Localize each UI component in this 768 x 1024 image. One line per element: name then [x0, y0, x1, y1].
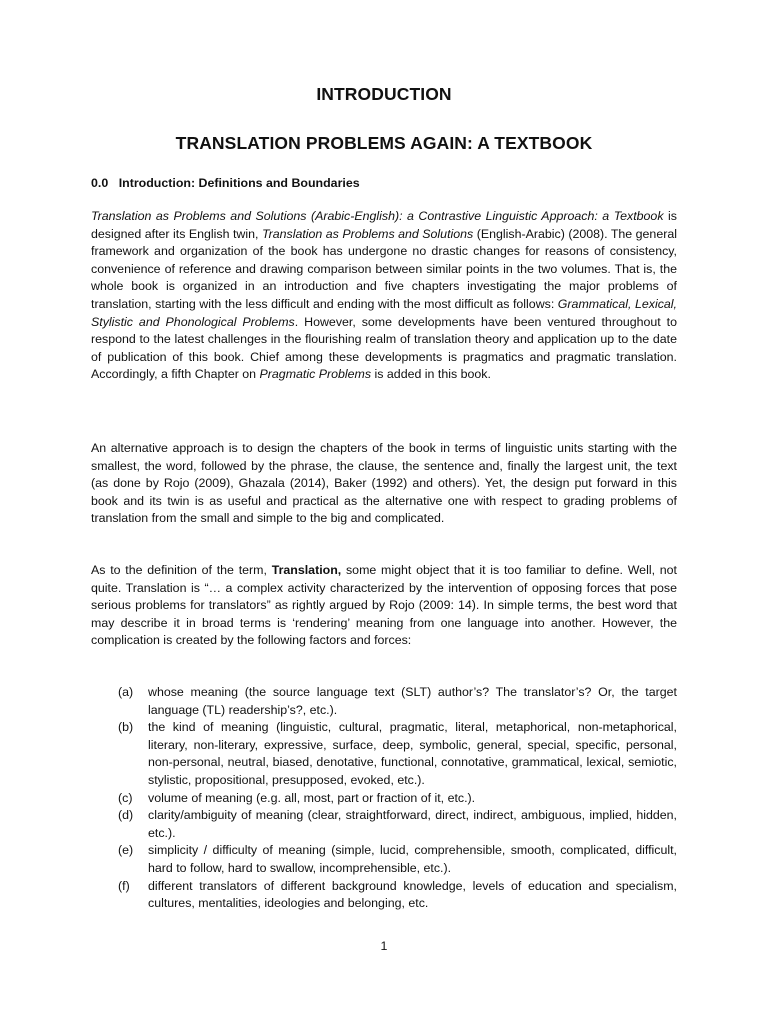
chapter-heading: INTRODUCTION: [316, 84, 452, 104]
list-marker: (b): [118, 720, 134, 735]
page-number: 1: [380, 939, 388, 953]
list-item-text: different translators of different background knowledge, levels of education and specialism, cultures, mentalities, ideologies and belonging, etc.: [148, 878, 677, 911]
list-item: [118, 684, 677, 719]
list-item: [118, 790, 677, 808]
p1-text-4: is added in this book.: [371, 367, 491, 382]
p3-text-1: As to the definition of the term,: [91, 563, 272, 577]
list-item-text: whose meaning (the source language text (SLT) author’s? The translator’s? Or, the target language (TL) readership’s?, etc.).: [148, 685, 677, 717]
list-marker: (e): [118, 843, 134, 858]
list-item-text: simplicity / difficulty of meaning (simple, lucid, comprehensible, smooth, complicated, difficult, hard to follow, hard to swallow, incomprehensible, etc.).: [148, 843, 677, 875]
list-item: [118, 807, 677, 842]
list-marker: (f): [118, 878, 130, 893]
list-item: [118, 719, 677, 789]
book-title-italic: Translation as Problems and Solutions (Arabic-English): a Contrastive Linguistic Approach: a Textbook: [91, 209, 664, 223]
factors-list: [118, 684, 677, 913]
p3-text-2: some might object that it is too familiar to define. Well, not quite. Translation is “… a complex activity characterized by the intervention of opposing forces that pose serious problems for translators” as rightly argued by Rojo (2009: 14). In simple terms, the best word that may describe it in broad terms is ‘rendering’ meaning from one language into another. However, the complication is created by the following factors and forces:: [91, 563, 677, 648]
p1-text-2: (English-Arabic) (2008). The general framework and organization of the book has undergone no drastic changes for reasons of consistency, convenience of reference and drawing comparison between similar points in the two volumes. That is, the whole book is organized in an introduction and five chapters investigating the major problems of translation, starting with the less difficult and ending with the most difficult as follows:: [91, 226, 677, 311]
p1-text-3: . However, some developments have been ventured throughout to respond to the latest challenges in the flourishing realm of translation theory and application up to the date of publication of this book. Chief among these developments is pragmatics and pragmatic translation. Accordingly, a fifth Chapter on: [91, 314, 677, 382]
list-item: [118, 842, 677, 877]
pragmatic-problems-italic: Pragmatic Problems: [259, 367, 372, 382]
paragraph-2: An alternative approach is to design the chapters of the book in terms of linguistic units starting with the smallest, the word, followed by the phrase, the clause, the sentence and, finally the largest unit, the text (as done by Rojo (2009), Ghazala (2014), Baker (1992) and others). Yet, the design put forward in this book and its twin is as useful and practical as the alternative one with respect to grading problems of translation from the small and simple to the big and complicated.: [91, 441, 677, 526]
list-marker: (c): [118, 790, 133, 805]
book-title: TRANSLATION PROBLEMS AGAIN: A TEXTBOOK: [175, 133, 593, 153]
list-marker: (d): [118, 808, 134, 823]
twin-title-italic: Translation as Problems and Solutions: [261, 226, 474, 241]
term-translation-bold: Translation,: [271, 563, 342, 577]
problems-list-italic: Grammatical, Lexical, Stylistic and Phonological Problems: [91, 296, 677, 329]
section-number: 0.0: [91, 176, 109, 190]
list-item-text: clarity/ambiguity of meaning (clear, straightforward, direct, indirect, ambiguous, implied, hidden, etc.).: [148, 808, 677, 840]
paragraph-1: [91, 208, 677, 384]
list-item-text: the kind of meaning (linguistic, cultural, pragmatic, literal, metaphorical, non-metaphorical, literary, non-literary, expressive, surface, deep, symbolic, general, special, specific, personal, non-personal, neutral, biased, denotative, functional, connotative, grammatical, lexical, semiotic, stylistic, propositional, presupposed, evoked, etc.).: [148, 720, 677, 787]
section-title: Introduction: Definitions and Boundaries: [118, 176, 360, 190]
section-heading: [91, 176, 360, 190]
p1-text-1: is designed after its English twin,: [91, 209, 677, 241]
paragraph-3: [91, 562, 677, 650]
list-item: [118, 878, 677, 913]
list-item-text: volume of meaning (e.g. all, most, part or fraction of it, etc.).: [148, 790, 476, 805]
list-marker: (a): [118, 685, 134, 699]
